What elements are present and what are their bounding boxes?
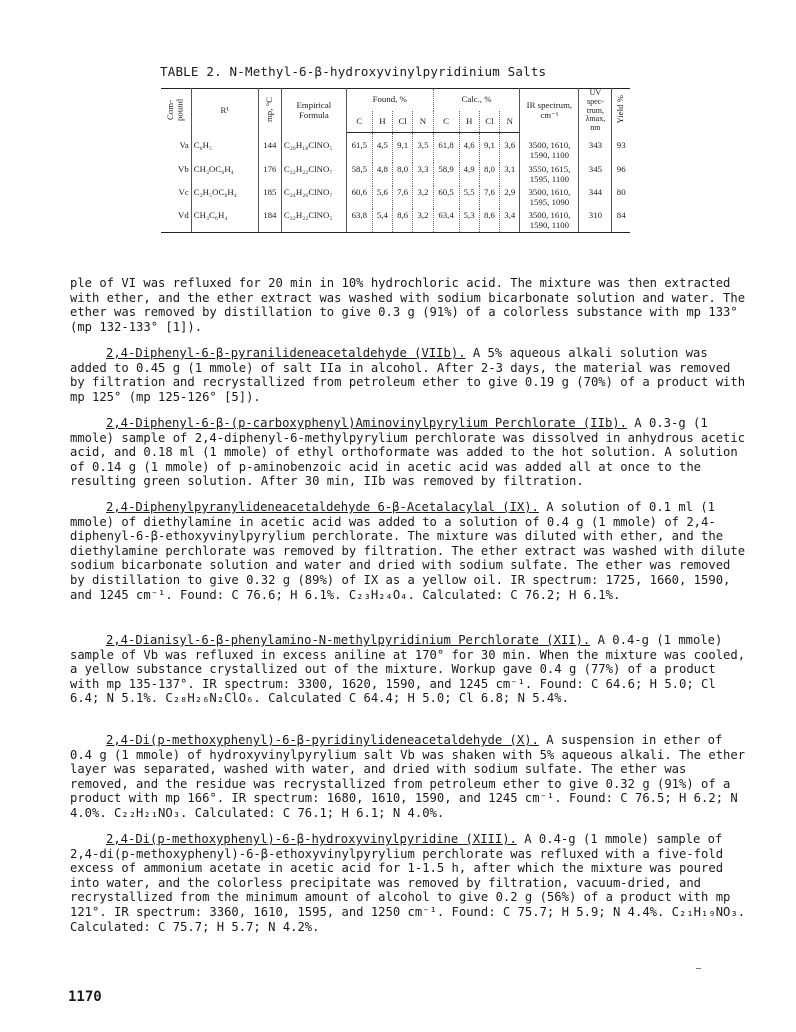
cell-calc-n: 3,1 xyxy=(500,163,520,186)
cell-uv: 310 xyxy=(579,209,612,233)
section-title: 2,4-Di(p-methoxyphenyl)-6-β-hydroxyvinylpyridine (XIII). xyxy=(106,832,517,846)
cell-found-n: 3,2 xyxy=(413,186,433,209)
cell-yield: 80 xyxy=(616,187,626,198)
cell-r1: C₆H₅ xyxy=(191,133,258,164)
col-ir: IR spectrum, cm⁻¹ xyxy=(520,89,579,133)
col-r1: R¹ xyxy=(191,89,258,133)
cell-calc-cl: 9,1 xyxy=(479,133,499,164)
cell-found-h: 5,4 xyxy=(372,209,392,233)
body-text xyxy=(70,346,750,404)
cell-mp: 184 xyxy=(258,209,281,233)
table-row xyxy=(161,209,630,233)
body-text xyxy=(70,832,750,934)
col-calc: Calc., % xyxy=(433,89,520,111)
section-title: 2,4-Diphenylpyranylideneacetaldehyde 6-β-Acetalacylal (IX). xyxy=(106,500,539,514)
paragraph: ple of VI was refluxed for 20 min in 10% hydrochloric acid. The mixture was then extracted with ether, and the ether extract was washed with sodium bicarbonate solution and water. The ether was removed by distillation to give 0.3 g (91%) of a colorless substance with mp 133° (mp 132-133° [1]). xyxy=(70,276,746,334)
cell-found-c: 63,8 xyxy=(346,209,372,233)
cell-found-h: 5,6 xyxy=(372,186,392,209)
table-row xyxy=(161,163,630,186)
cell-ir: 3550, 1615, 1595, 1100 xyxy=(520,163,579,186)
body-text xyxy=(70,276,750,334)
cell-r1: CH₃C₆H₄ xyxy=(191,209,258,233)
cell-formula: C₂₂H₂₂ClNO₅ xyxy=(281,209,346,233)
paragraph: 2,4-Diphenylpyranylideneacetaldehyde 6-β-Acetalacylal (IX). A solution of 0.1 ml (1 mmole) of diethylamine in acetic acid was added to a solution of 0.4 g (1 mmole) of 2,4-diphenyl-6-β-ethoxyvinylpyrylium perchlorate. The mixture was diluted with ether, and the diethylamine perchlorate was removed by filtration. The ether extract was washed with dilute sodium bicarbonate solution and water and dried with sodium sulfate. The ether was removed by distillation to give 0.32 g (89%) of IX as a yellow oil. IR spectrum: 1725, 1660, 1590, and 1245 cm⁻¹. Found: C 76.6; H 6.1%. C₂₃H₂₄O₄. Calculated: C 76.2; H 6.1%. xyxy=(70,500,746,602)
cell-calc-c: 60,5 xyxy=(433,186,459,209)
cell-found-cl: 9,1 xyxy=(393,133,413,164)
cell-calc-n: 3,6 xyxy=(500,133,520,164)
cell-calc-h: 4,6 xyxy=(459,133,479,164)
cell-yield: 93 xyxy=(616,139,626,150)
cell-calc-cl: 8,0 xyxy=(479,163,499,186)
scan-mark xyxy=(696,968,701,969)
body-text xyxy=(70,500,750,602)
col-mp: mp, °C xyxy=(258,89,281,133)
cell-yield: 84 xyxy=(612,209,630,233)
data-table xyxy=(161,88,630,233)
sub-cl: Cl xyxy=(479,111,499,133)
cell-r1: CH₃OC₆H₄ xyxy=(191,163,258,186)
cell-calc-h: 5,3 xyxy=(459,209,479,233)
cell-mp: 176 xyxy=(258,163,281,186)
cell-calc-n: 2,9 xyxy=(500,186,520,209)
cell-calc-c: 61,8 xyxy=(433,133,459,164)
cell-calc-c: 58,9 xyxy=(433,163,459,186)
body-text xyxy=(70,633,750,706)
cell-calc-h: 5,5 xyxy=(459,186,479,209)
cell-found-cl: 8,0 xyxy=(393,163,413,186)
sub-h: H xyxy=(372,111,392,133)
cell-formula: C₂₂H₂₂ClNO₇ xyxy=(281,163,346,186)
sub-c: C xyxy=(346,111,372,133)
cell-yield: 96 xyxy=(616,164,626,175)
cell-found-n: 3,3 xyxy=(413,163,433,186)
cell-ir: 3500, 1610, 1590, 1100 xyxy=(520,133,579,164)
cell-found-c: 61,5 xyxy=(346,133,372,164)
cell-formula: C₂₄H₂₆ClNO₇ xyxy=(281,186,346,209)
body-text xyxy=(70,733,750,821)
cell-uv: 343 xyxy=(579,133,612,164)
paragraph: 2,4-Di(p-methoxyphenyl)-6-β-hydroxyvinylpyridine (XIII). A 0.4-g (1 mmole) sample of 2,4-di(p-methoxyphenyl)-6-β-ethoxyvinylpyrylium perchlorate was refluxed with a five-fold excess of ammonium acetate in acetic acid for 1-1.5 h, after which the mixture was poured into water, and the colorless precipitate was removed by filtration, vacuum-dried, and recrystallized from the minimum amount of alcohol to give 0.2 g (56%) of a product with mp 121°. IR spectrum: 3360, 1610, 1595, and 1250 cm⁻¹. Found: C 75.7; H 5.9; N 4.4%. C₂₁H₁₉NO₃. Calculated: C 75.7; H 5.7; N 4.2%. xyxy=(70,832,746,934)
col-uv: UV spec-trum, λmax, nm xyxy=(579,89,612,133)
table-row xyxy=(161,133,630,164)
cell-compound: Vb xyxy=(161,163,191,186)
sub-cl: Cl xyxy=(393,111,413,133)
cell-mp: 144 xyxy=(258,133,281,164)
cell-uv: 345 xyxy=(579,163,612,186)
sub-h: H xyxy=(459,111,479,133)
paragraph: 2,4-Diphenyl-6-β-(p-carboxyphenyl)Aminovinylpyrylium Perchlorate (IIb). A 0.3-g (1 mmole) sample of 2,4-diphenyl-6-methylpyrylium perchlorate was dissolved in anhydrous acetic acid, and 0.18 ml (1 mmole) of ethyl orthoformate was added to the hot solution. A solution of 0.14 g (1 mmole) of p-aminobenzoic acid in acetic acid was added all at once to the resulting green solution. After 30 min, IIb was removed by filtration. xyxy=(70,416,746,489)
cell-r1: C₂H₅OC₆H₄ xyxy=(191,186,258,209)
paragraph: 2,4-Di(p-methoxyphenyl)-6-β-pyridinylideneacetaldehyde (X). A suspension in ether of 0.4 g (1 mmole) of hydroxyvinylpyrylium salt Vb was shaken with 5% aqueous alkali. The ether layer was separated, washed with water, and dried with sodium sulfate. The ether was removed, and the residue was recrystallized from petroleum ether to give 0.32 g (91%) of a product with mp 166°. IR spectrum: 1680, 1610, 1590, and 1245 cm⁻¹. Found: C 76.5; H 6.2; N 4.0%. C₂₂H₂₁NO₃. Calculated: C 76.1; H 6.1; N 4.0%. xyxy=(70,733,746,820)
cell-found-c: 60,6 xyxy=(346,186,372,209)
cell-ir: 3500, 1610, 1595, 1090 xyxy=(520,186,579,209)
cell-ir: 3500, 1610, 1590, 1100 xyxy=(520,209,579,233)
cell-found-cl: 7,6 xyxy=(393,186,413,209)
col-found: Found, % xyxy=(346,89,433,111)
section-title: 2,4-Diphenyl-6-β-pyranilideneacetaldehyde (VIIb). xyxy=(106,346,466,360)
body-text xyxy=(70,416,750,489)
cell-compound: Vc xyxy=(161,186,191,209)
cell-found-n: 3,5 xyxy=(413,133,433,164)
cell-mp: 185 xyxy=(258,186,281,209)
cell-calc-cl: 7,6 xyxy=(479,186,499,209)
cell-found-h: 4,5 xyxy=(372,133,392,164)
sub-n: N xyxy=(500,111,520,133)
paragraph: 2,4-Dianisyl-6-β-phenylamino-N-methylpyridinium Perchlorate (XII). A 0.4-g (1 mmole) sample of Vb was refluxed in excess aniline at 170° for 30 min. When the mixture was cooled, a yellow substance crystallized out of the mixture. Workup gave 0.4 g (77%) of a product with mp 135-137°. IR spectrum: 3300, 1620, 1590, and 1245 cm⁻¹. Found: C 64.6; H 5.0; Cl 6.4; N 5.1%. C₂₈H₂₆N₂ClO₆. Calculated C 64.4; H 5.0; Cl 6.8; N 5.4%. xyxy=(70,633,746,706)
sub-c: C xyxy=(433,111,459,133)
cell-compound: Vd xyxy=(161,209,191,233)
cell-found-h: 4,8 xyxy=(372,163,392,186)
cell-compound: Va xyxy=(161,133,191,164)
cell-calc-c: 63,4 xyxy=(433,209,459,233)
cell-found-n: 3,2 xyxy=(413,209,433,233)
table-row xyxy=(161,186,630,209)
table-caption: TABLE 2. N-Methyl-6-β-hydroxyvinylpyridinium Salts xyxy=(160,64,547,79)
cell-uv: 344 xyxy=(579,186,612,209)
cell-found-cl: 8,6 xyxy=(393,209,413,233)
col-yield: Yield % xyxy=(612,89,630,133)
section-title: 2,4-Dianisyl-6-β-phenylamino-N-methylpyridinium Perchlorate (XII). xyxy=(106,633,591,647)
paragraph: 2,4-Diphenyl-6-β-pyranilideneacetaldehyde (VIIb). A 5% aqueous alkali solution was added to 0.45 g (1 mmole) of salt IIa in alcohol. After 2-3 days, the material was removed by filtration and recrystallized from petroleum ether to give 0.19 g (70%) of a product with mp 125° (mp 125-126° [5]). xyxy=(70,346,746,404)
sub-n: N xyxy=(413,111,433,133)
cell-calc-cl: 8,6 xyxy=(479,209,499,233)
section-title: 2,4-Diphenyl-6-β-(p-carboxyphenyl)Aminovinylpyrylium Perchlorate (IIb). xyxy=(106,416,627,430)
cell-calc-h: 4,9 xyxy=(459,163,479,186)
page-number: 1170 xyxy=(68,989,102,1005)
col-compound: Com- pound xyxy=(161,89,191,133)
cell-formula: C₂₀H₁₈ClNO₅ xyxy=(281,133,346,164)
cell-found-c: 58,5 xyxy=(346,163,372,186)
col-formula: Empirical Formula xyxy=(281,89,346,133)
section-title: 2,4-Di(p-methoxyphenyl)-6-β-pyridinylideneacetaldehyde (X). xyxy=(106,733,539,747)
cell-calc-n: 3,4 xyxy=(500,209,520,233)
